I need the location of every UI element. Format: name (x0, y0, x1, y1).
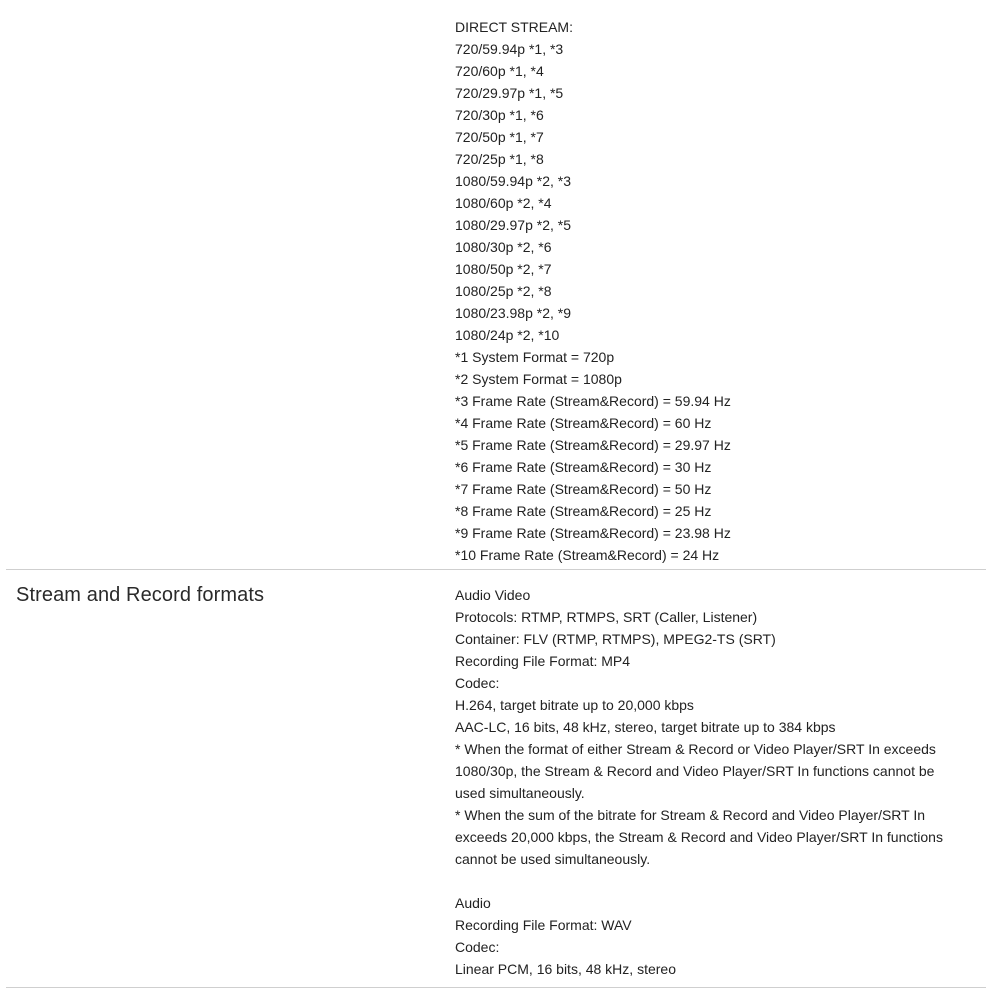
spec-line: Audio (455, 895, 491, 911)
spec-blank-line (455, 870, 986, 892)
spec-line: Linear PCM, 16 bits, 48 kHz, stereo (455, 961, 676, 977)
spec-line: Protocols: RTMP, RTMPS, SRT (Caller, Listener) (455, 609, 758, 625)
spec-line: *7 Frame Rate (Stream&Record) = 50 Hz (455, 481, 712, 497)
spec-line: 720/60p *1, *4 (455, 63, 544, 79)
spec-line: *3 Frame Rate (Stream&Record) = 59.94 Hz (455, 393, 731, 409)
spec-line: *4 Frame Rate (Stream&Record) = 60 Hz (455, 415, 712, 431)
spec-line: 1080/59.94p *2, *3 (455, 173, 571, 189)
spec-line: 720/59.94p *1, *3 (455, 41, 564, 57)
spec-line: 1080/30p, the Stream & Record and Video Player/SRT In functions cannot be (455, 763, 935, 779)
spec-line: 1080/24p *2, *10 (455, 327, 560, 343)
spec-line: Container: FLV (RTMP, RTMPS), MPEG2-TS (SRT) (455, 631, 776, 647)
spec-line: 1080/60p *2, *4 (455, 195, 552, 211)
spec-line: Recording File Format: MP4 (455, 653, 631, 669)
spec-line: Audio Video (455, 587, 531, 603)
spec-line: 720/30p *1, *6 (455, 107, 544, 123)
spec-line: *5 Frame Rate (Stream&Record) = 29.97 Hz (455, 437, 731, 453)
spec-line: 1080/29.97p *2, *5 (455, 217, 571, 233)
spec-line: *10 Frame Rate (Stream&Record) = 24 Hz (455, 547, 720, 563)
spec-line: 1080/23.98p *2, *9 (455, 305, 571, 321)
spec-line: 1080/50p *2, *7 (455, 261, 552, 277)
spec-value-list (455, 16, 986, 566)
spec-label (6, 16, 455, 566)
spec-line: 720/29.97p *1, *5 (455, 85, 564, 101)
spec-label: Stream and Record formats (16, 584, 265, 606)
spec-value-list (455, 584, 986, 980)
spec-line: 720/25p *1, *8 (455, 151, 544, 167)
spec-line: DIRECT STREAM: (455, 19, 573, 35)
spec-line: AAC-LC, 16 bits, 48 kHz, stereo, target bitrate up to 384 kbps (455, 719, 836, 735)
spec-line: *9 Frame Rate (Stream&Record) = 23.98 Hz (455, 525, 731, 541)
spec-line: H.264, target bitrate up to 20,000 kbps (455, 697, 694, 713)
spec-line: 1080/30p *2, *6 (455, 239, 552, 255)
spec-row-direct-stream (6, 0, 986, 570)
spec-line: *8 Frame Rate (Stream&Record) = 25 Hz (455, 503, 712, 519)
spec-line: Codec: (455, 675, 500, 691)
spec-line: *6 Frame Rate (Stream&Record) = 30 Hz (455, 459, 712, 475)
spec-line: exceeds 20,000 kbps, the Stream & Record and Video Player/SRT In functions (455, 829, 943, 845)
spec-line: used simultaneously. (455, 785, 585, 801)
spec-line: Codec: (455, 939, 500, 955)
spec-line: cannot be used simultaneously. (455, 851, 651, 867)
spec-line: 720/50p *1, *7 (455, 129, 544, 145)
spec-line: * When the sum of the bitrate for Stream & Record and Video Player/SRT In (455, 807, 926, 823)
spec-line: * When the format of either Stream & Record or Video Player/SRT In exceeds (455, 741, 936, 757)
spec-row-stream-record-formats (6, 570, 986, 988)
spec-table (6, 0, 986, 988)
spec-line: Recording File Format: WAV (455, 917, 632, 933)
spec-line: *1 System Format = 720p (455, 349, 615, 365)
spec-line: *2 System Format = 1080p (455, 371, 622, 387)
spec-line: 1080/25p *2, *8 (455, 283, 552, 299)
